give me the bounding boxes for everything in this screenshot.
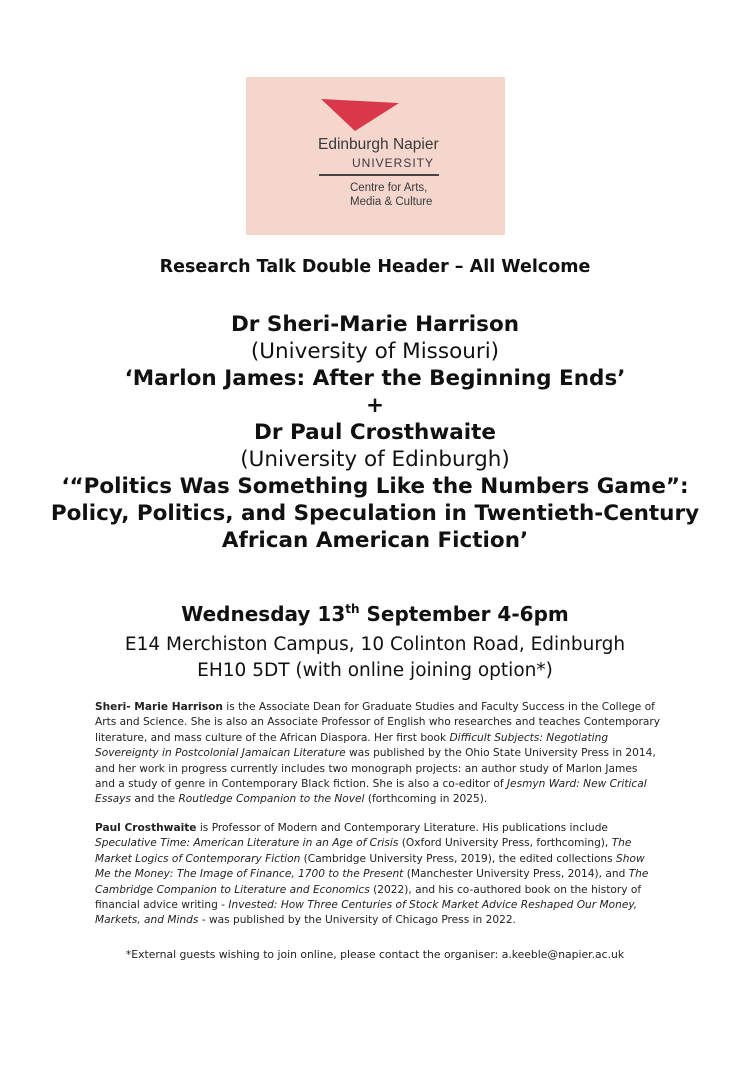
speaker2-talk-title-line1: ‘“Politics Was Something Like the Numbers Game”: bbox=[61, 474, 689, 499]
speaker2-affiliation: (University of Edinburgh) bbox=[240, 447, 510, 472]
date-rest: September 4-6pm bbox=[359, 602, 569, 626]
speaker2-talk-title-line3: African American Fiction’ bbox=[221, 528, 529, 553]
online-contact-note: *External guests wishing to join online, please contact the organiser: a.keeble@napier.ac.uk bbox=[125, 948, 625, 961]
logo-centre-name bbox=[350, 181, 500, 209]
harrison-bio bbox=[95, 700, 660, 808]
bio-text: was published by the Ohio State University Press in 2014, and her work in progress currently includes two monograph projects: an author study of Marlon James and a study of genre in Contemporary Black fiction. She is also a co-editor of bbox=[95, 747, 656, 791]
speaker1-name: Dr Sheri-Marie Harrison bbox=[230, 312, 520, 337]
book-title: Invested: How Three Centuries of Stock Market Advice Reshaped Our Money, Markets, and Minds bbox=[95, 899, 638, 927]
bio-text: (2022), and his co-authored book on the history of financial advice writing - bbox=[95, 883, 642, 912]
event-date bbox=[0, 602, 750, 626]
book-title: Show Me the Money: The Image of Finance, 1700 to the Present bbox=[95, 852, 645, 881]
bio-text: (Manchester University Press, 2014), and bbox=[403, 868, 629, 881]
logo-centre-line2: Media & Culture bbox=[350, 196, 433, 208]
university-logo bbox=[246, 77, 505, 235]
bio-text: (Oxford University Press, forthcoming), bbox=[398, 837, 612, 850]
bio-text: is Professor of Modern and Contemporary Literature. His publications include bbox=[196, 822, 608, 834]
book-title: The Market Logics of Contemporary Fiction bbox=[95, 837, 632, 865]
event-heading: Research Talk Double Header – All Welcome bbox=[159, 257, 591, 277]
date-day: Wednesday 13 bbox=[181, 602, 346, 626]
speaker2-name: Dr Paul Crosthwaite bbox=[254, 420, 496, 445]
logo-name: Edinburgh Napier bbox=[318, 136, 439, 153]
date-suffix: th bbox=[345, 602, 360, 616]
venue-line2: EH10 5DT (with online joining option*) bbox=[197, 660, 553, 681]
speaker1-talk-title: ‘Marlon James: After the Beginning Ends’ bbox=[124, 366, 626, 391]
speaker1-affiliation: (University of Missouri) bbox=[250, 339, 500, 364]
book-title: The Cambridge Companion to Literature and Economics bbox=[95, 868, 649, 896]
bio-text: and the bbox=[131, 793, 179, 806]
book-title: Routledge Companion to the Novel bbox=[178, 793, 365, 806]
crosthwaite-bio bbox=[95, 821, 660, 929]
crosthwaite-bio-name: Paul Crosthwaite bbox=[95, 822, 197, 834]
logo-centre-line1: Centre for Arts, bbox=[350, 182, 428, 194]
logo-university: UNIVERSITY bbox=[352, 156, 435, 170]
logo-triangle-icon bbox=[321, 97, 401, 133]
bio-text: is the Associate Dean for Graduate Studies and Faculty Success in the College of Arts and Science. She is also an Associate Professor of English who researches and teaches Contemporary literature, and mass culture of the African Diaspora. Her first book bbox=[95, 701, 660, 744]
logo-divider bbox=[319, 174, 439, 176]
book-title: Jesmyn Ward: New Critical Essays bbox=[95, 778, 647, 806]
book-title: Difficult Subjects: Negotiating Sovereignty in Postcolonial Jamaican Literature bbox=[95, 731, 609, 760]
bio-text: (Cambridge University Press, 2019), the edited collections bbox=[300, 852, 617, 865]
speakers-block bbox=[0, 311, 750, 554]
event-venue bbox=[0, 632, 750, 684]
plus-separator: + bbox=[365, 393, 384, 418]
harrison-bio-name: Sheri- Marie Harrison bbox=[95, 701, 223, 713]
book-title: Speculative Time: American Literature in an Age of Crisis bbox=[95, 837, 399, 850]
bio-text: - was published by the University of Chicago Press in 2022. bbox=[198, 914, 516, 927]
bio-text: (forthcoming in 2025). bbox=[364, 793, 488, 806]
venue-line1: E14 Merchiston Campus, 10 Colinton Road, Edinburgh bbox=[124, 634, 626, 655]
speaker2-talk-title-line2: Policy, Politics, and Speculation in Twentieth-Century bbox=[50, 501, 700, 526]
